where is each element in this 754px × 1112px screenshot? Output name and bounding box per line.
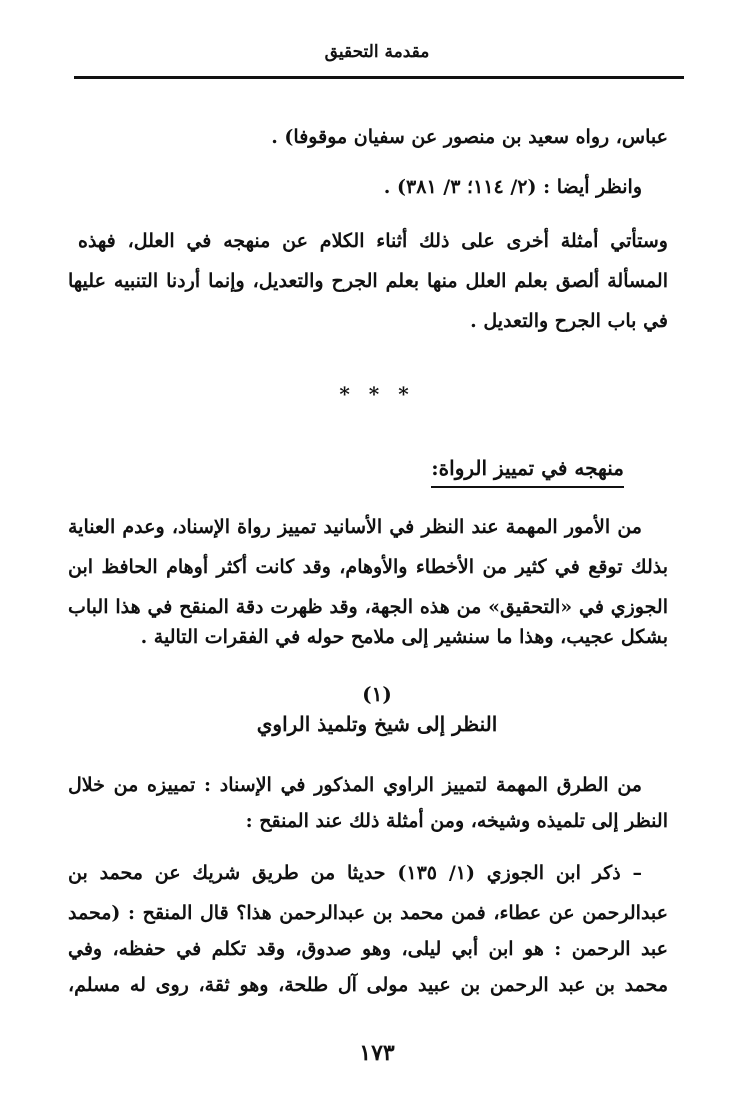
- running-head: مقدمة التحقيق: [324, 42, 430, 62]
- header-rule: [74, 76, 684, 79]
- text-line: بذلك توقع في كثير من الأخطاء والأوهام، وقد كانت أكثر أوهام الحافظ ابن: [68, 556, 668, 578]
- text-line: من الأمور المهمة عند النظر في الأسانيد تمييز رواة الإسناد، وعدم العناية: [68, 516, 642, 538]
- page-number: ١٧٣: [359, 1040, 395, 1066]
- text-line: بشكل عجيب، وهذا ما سنشير إلى ملامح حوله في الفقرات التالية .: [140, 626, 668, 648]
- text-line: من الطرق المهمة لتمييز الراوي المذكور في الإسناد : تمييزه من خلال: [68, 774, 642, 796]
- section-heading: منهجه في تمييز الرواة:: [431, 456, 624, 488]
- text-line: وانظر أيضا : (٢/ ١١٤؛ ٣/ ٣٨١) .: [383, 176, 642, 198]
- text-line: في باب الجرح والتعديل .: [470, 310, 668, 332]
- text-line: الجوزي في «التحقيق» من هذه الجهة، وقد ظهرت دقة المنقح في هذا الباب: [68, 596, 668, 618]
- text-line: محمد بن عبد الرحمن بن عبيد مولى آل طلحة، وهو ثقة، روى له مسلم،: [68, 974, 668, 996]
- text-line: المسألة ألصق بعلم العلل منها بعلم الجرح والتعديل، وإنما أردنا التنبيه عليها: [68, 270, 668, 292]
- text-line: وستأتي أمثلة أخرى على ذلك أثناء الكلام عن منهجه في العلل، فهذه: [78, 230, 668, 252]
- text-line: – ذكر ابن الجوزي (١/ ١٣٥) حديثا من طريق شريك عن محمد بن: [68, 862, 642, 884]
- text-line: عبدالرحمن عن عطاء، فمن محمد بن عبدالرحمن هذا؟ قال المنقح : (محمد: [68, 902, 668, 924]
- section-separator: * * *: [339, 382, 415, 406]
- text-line: عباس، رواه سعيد بن منصور عن سفيان موقوفا) .: [271, 126, 668, 148]
- text-line: النظر إلى تلميذه وشيخه، ومن أمثلة ذلك عند المنقح :: [245, 810, 668, 832]
- subsection-title: النظر إلى شيخ وتلميذ الراوي: [256, 712, 498, 736]
- text-line: عبد الرحمن : هو ابن أبي ليلى، وهو صدوق، وقد تكلم في حفظه، وفي: [68, 938, 668, 960]
- subsection-number: (١): [362, 682, 392, 706]
